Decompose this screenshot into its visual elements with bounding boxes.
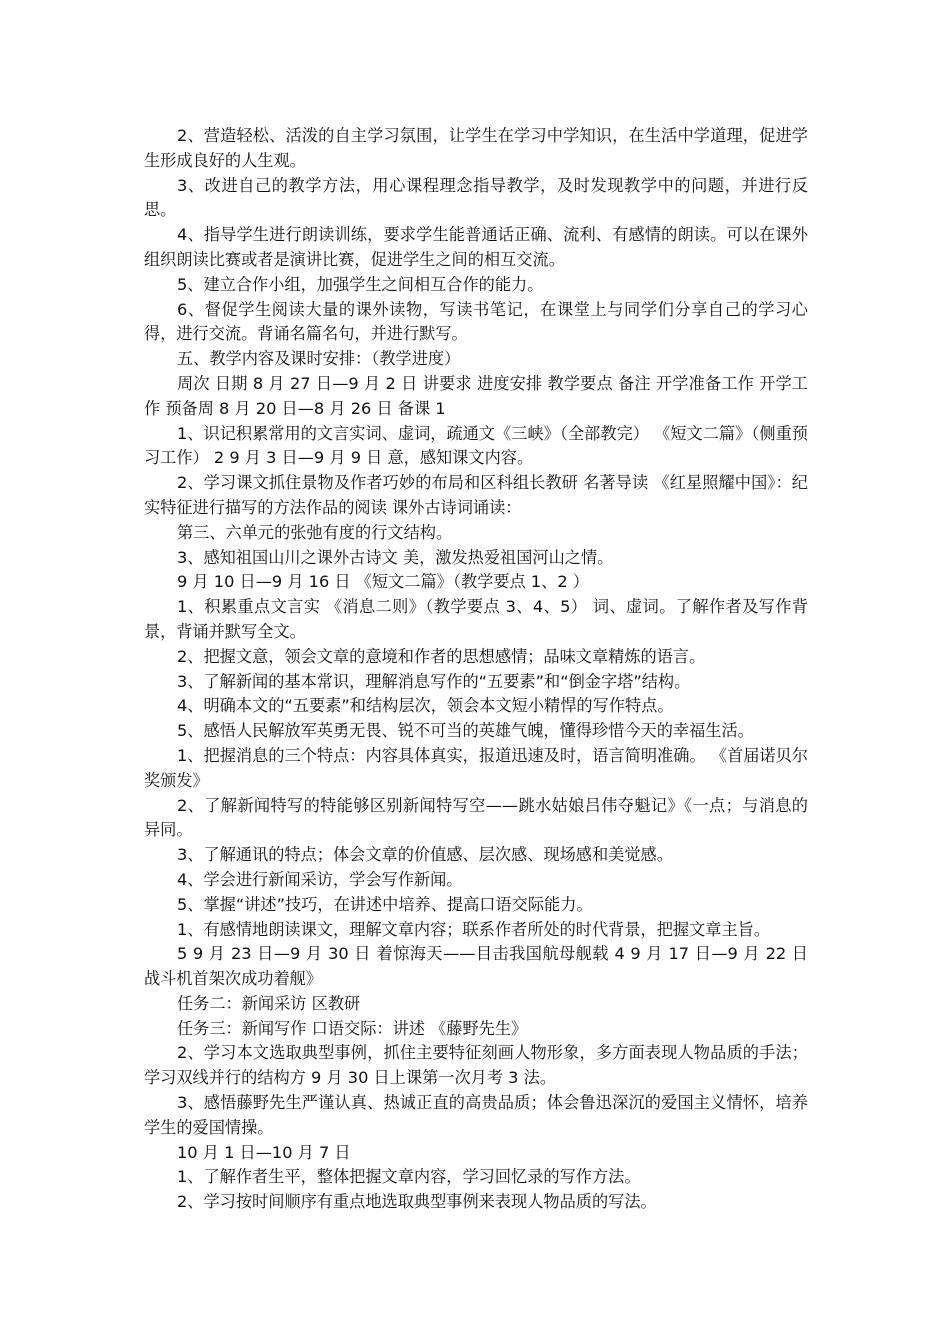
- paragraph: 4、学会进行新闻采访，学会写作新闻。: [177, 869, 463, 889]
- paragraph: 5、掌握“讲述”技巧，在讲述中培养、提高口语交际能力。: [177, 894, 593, 914]
- paragraph: 任务二：新闻采访 区教研: [177, 993, 361, 1013]
- paragraph: 1、积累重点文言实 《消息二则》（教学要点 3、4、5） 词、虚词。了解作者及写作背景，背诵并默写全文。: [144, 597, 808, 641]
- paragraph: 2、学习课文抓住景物及作者巧妙的布局和区科组长教研 名著导读 《红星照耀中国》：纪实特征进行描写的方法作品的阅读 课外古诗词诵读：: [144, 473, 808, 517]
- paragraph: 6、督促学生阅读大量的课外读物，写读书笔记，在课堂上与同学们分享自己的学习心得，进行交流。背诵名篇名句，并进行默写。: [144, 299, 808, 344]
- paragraph: 9 月 10 日—9 月 16 日 《短文二篇》（教学要点 1、2 ）: [177, 572, 589, 592]
- paragraph: 3、感知祖国山川之课外古诗文 美，激发热爱祖国河山之情。: [177, 547, 614, 567]
- paragraph: 周次 日期 8 月 27 日—9 月 2 日 讲要求 进度安排 教学要点 备注 开学准备工作 开学工作 预备周 8 月 20 日—8 月 26 日 备课 1: [144, 373, 808, 418]
- paragraph: 1、识记积累常用的文言实词、虚词，疏通文《三峡》（全部教完） 《短文二篇》（侧重预习工作） 2 9 月 3 日—9 月 9 日 意，感知课文内容。: [144, 423, 808, 468]
- paragraph: 1、有感情地朗读课文，理解文章内容；联系作者所处的时代背景，把握文章主旨。: [177, 919, 771, 939]
- paragraph: 3、感悟藤野先生严谨认真、热诚正直的高贵品质；体会鲁迅深沉的爱国主义情怀，培养学生的爱国情操。: [144, 1093, 808, 1137]
- paragraph: 2、学习本文选取典型事例，抓住主要特征刻画人物形象，多方面表现人物品质的手法；学习双线并行的结构方 9 月 30 日上课第一次月考 3 法。: [144, 1043, 808, 1088]
- paragraph: 3、了解新闻的基本常识，理解消息写作的“五要素”和“倒金字塔”结构。: [177, 671, 691, 691]
- paragraph: 4、明确本文的“五要素”和结构层次，领会本文短小精悍的写作特点。: [177, 696, 674, 716]
- paragraph: 10 月 1 日—10 月 7 日: [177, 1142, 351, 1162]
- paragraph: 3、了解通讯的特点；体会文章的价值感、层次感、现场感和美觉感。: [177, 845, 673, 865]
- paragraph: 2、营造轻松、活泼的自主学习氛围，让学生在学习中学知识，在生活中学道理，促进学生形成良好的人生观。: [144, 126, 808, 170]
- section-heading: 五、教学内容及课时安排：（教学进度）: [177, 349, 461, 369]
- paragraph: 第三、六单元的张弛有度的行文结构。: [177, 522, 453, 542]
- paragraph: 任务三：新闻写作 口语交际：讲述 《藤野先生》: [177, 1018, 528, 1038]
- paragraph: 1、把握消息的三个特点：内容具体真实，报道迅速及时，语言简明准确。 《首届诺贝尔奖颁发》: [144, 745, 808, 790]
- paragraph: 5 9 月 23 日—9 月 30 日 着惊海天——目击我国航母舰载 4 9 月 17 日—9 月 22 日 战斗机首架次成功着舰》: [144, 944, 808, 989]
- paragraph: 2、了解新闻特写的特能够区别新闻特写空——跳水姑娘吕伟夺魁记》《一点；与消息的异同。: [144, 795, 808, 840]
- paragraph: 1、了解作者生平，整体把握文章内容，学习回忆录的写作方法。: [177, 1167, 641, 1187]
- paragraph: 2、把握文意，领会文章的意境和作者的思想感情；品味文章精炼的语言。: [177, 646, 706, 666]
- paragraph: 3、改进自己的教学方法，用心课程理念指导教学，及时发现教学中的问题，并进行反思。: [144, 175, 808, 220]
- document-body: [144, 124, 808, 1215]
- paragraph: 4、指导学生进行朗读训练，要求学生能普通话正确、流利、有感情的朗读。可以在课外组织朗读比赛或者是演讲比赛，促进学生之间的相互交流。: [144, 225, 808, 269]
- paragraph: 2、学习按时间顺序有重点地选取典型事例来表现人物品质的写法。: [177, 1192, 657, 1212]
- paragraph: 5、感悟人民解放军英勇无畏、锐不可当的英雄气魄，懂得珍惜今天的幸福生活。: [177, 721, 754, 741]
- paragraph: 5、建立合作小组，加强学生之间相互合作的能力。: [177, 274, 544, 294]
